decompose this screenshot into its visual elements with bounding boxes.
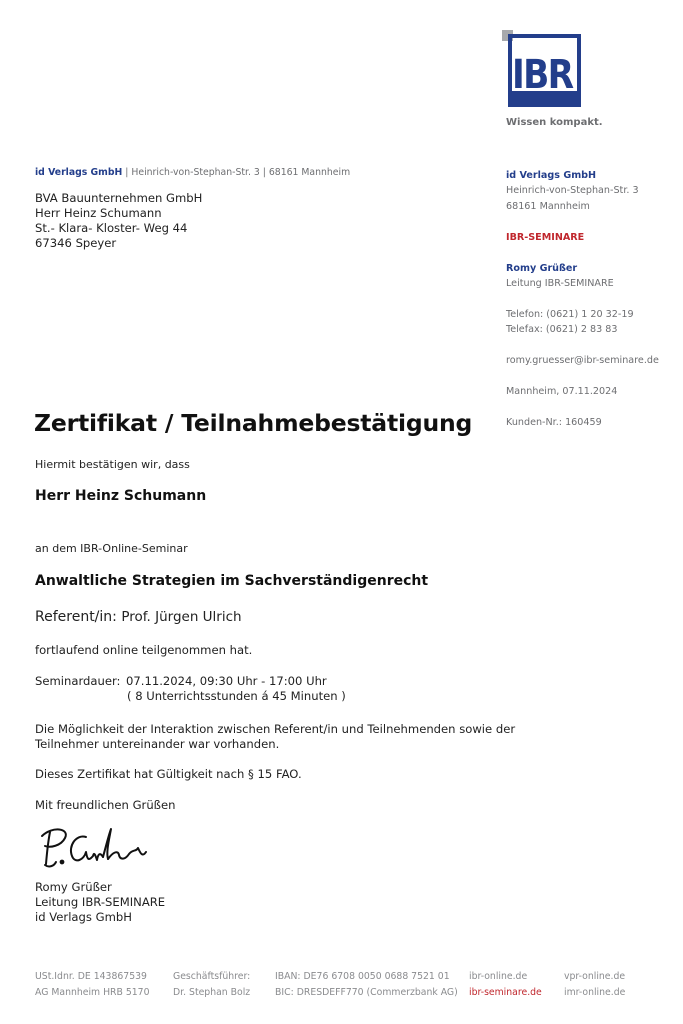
logo-text: IBR <box>512 52 573 98</box>
closing-text: Mit freundlichen Grüßen <box>35 798 176 812</box>
duration-detail: ( 8 Unterrichtsstunden á 45 Minuten ) <box>127 689 346 703</box>
signature-image <box>36 822 152 872</box>
recipient-street: St.- Klara- Kloster- Weg 44 <box>35 221 188 235</box>
speaker-line <box>35 609 242 625</box>
interaction-text-1: Die Möglichkeit der Interaktion zwischen Referent/in und Teilnehmenden sowie der <box>35 722 516 736</box>
contact-street: Heinrich-von-Stephan-Str. 3 <box>506 185 639 196</box>
certificate-title: Zertifikat / Teilnahmebestätigung <box>34 409 473 437</box>
signer-name: Romy Grüßer <box>35 880 112 894</box>
contact-phone: Telefon: (0621) 1 20 32-19 <box>506 309 634 320</box>
seminar-title: Anwaltliche Strategien im Sachverständigenrecht <box>35 573 429 589</box>
interaction-text-2: Teilnehmer untereinander war vorhanden. <box>35 737 280 751</box>
contact-fax: Telefax: (0621) 2 83 83 <box>506 324 618 335</box>
contact-email: romy.gruesser@ibr-seminare.de <box>506 355 659 366</box>
footer-register: AG Mannheim HRB 5170 <box>35 987 150 998</box>
letter-date: Mannheim, 07.11.2024 <box>506 386 618 397</box>
footer-link-ibr-online[interactable]: ibr-online.de <box>469 971 528 982</box>
duration-value: 07.11.2024, 09:30 Uhr - 17:00 Uhr <box>126 674 327 688</box>
footer-link-ibr-seminare[interactable]: ibr-seminare.de <box>469 987 542 998</box>
recipient-city: 67346 Speyer <box>35 236 117 250</box>
speaker-name: Prof. Jürgen Ulrich <box>121 609 242 625</box>
speaker-label: Referent/in: <box>35 609 117 625</box>
signer-role: Leitung IBR-SEMINARE <box>35 895 166 909</box>
sender-line <box>35 167 350 178</box>
logo-tagline: Wissen kompakt. <box>506 117 603 128</box>
participation-text: fortlaufend online teilgenommen hat. <box>35 643 253 657</box>
contact-person: Romy Grüßer <box>506 263 578 274</box>
sender-company: id Verlags GmbH <box>35 167 123 178</box>
validity-text: Dieses Zertifikat hat Gültigkeit nach § 15 FAO. <box>35 767 302 781</box>
footer-md-name: Dr. Stephan Bolz <box>173 987 251 998</box>
footer-vat: USt.Idnr. DE 143867539 <box>35 971 147 982</box>
contact-department: IBR-SEMINARE <box>506 232 585 243</box>
footer-link-imr-online[interactable]: imr-online.de <box>564 987 626 998</box>
certificate-intro: Hiermit bestätigen wir, dass <box>35 458 190 471</box>
footer-bic: BIC: DRESDEFF770 (Commerzbank AG) <box>275 987 458 998</box>
recipient-company: BVA Bauunternehmen GmbH <box>35 191 203 205</box>
contact-company: id Verlags GmbH <box>506 170 597 181</box>
seminar-intro: an dem IBR-Online-Seminar <box>35 542 188 555</box>
footer-md-label: Geschäftsführer: <box>173 971 251 982</box>
signer-company: id Verlags GmbH <box>35 910 132 924</box>
customer-number: Kunden-Nr.: 160459 <box>506 417 602 428</box>
contact-role: Leitung IBR-SEMINARE <box>506 278 614 289</box>
duration-label: Seminardauer: <box>35 674 121 688</box>
participant-name: Herr Heinz Schumann <box>35 488 207 504</box>
footer-link-vpr-online[interactable]: vpr-online.de <box>564 971 626 982</box>
footer-iban: IBAN: DE76 6708 0050 0688 7521 01 <box>275 971 450 982</box>
contact-city: 68161 Mannheim <box>506 201 590 212</box>
sender-address: | Heinrich-von-Stephan-Str. 3 | 68161 Mannheim <box>125 167 351 178</box>
recipient-person: Herr Heinz Schumann <box>35 206 162 220</box>
